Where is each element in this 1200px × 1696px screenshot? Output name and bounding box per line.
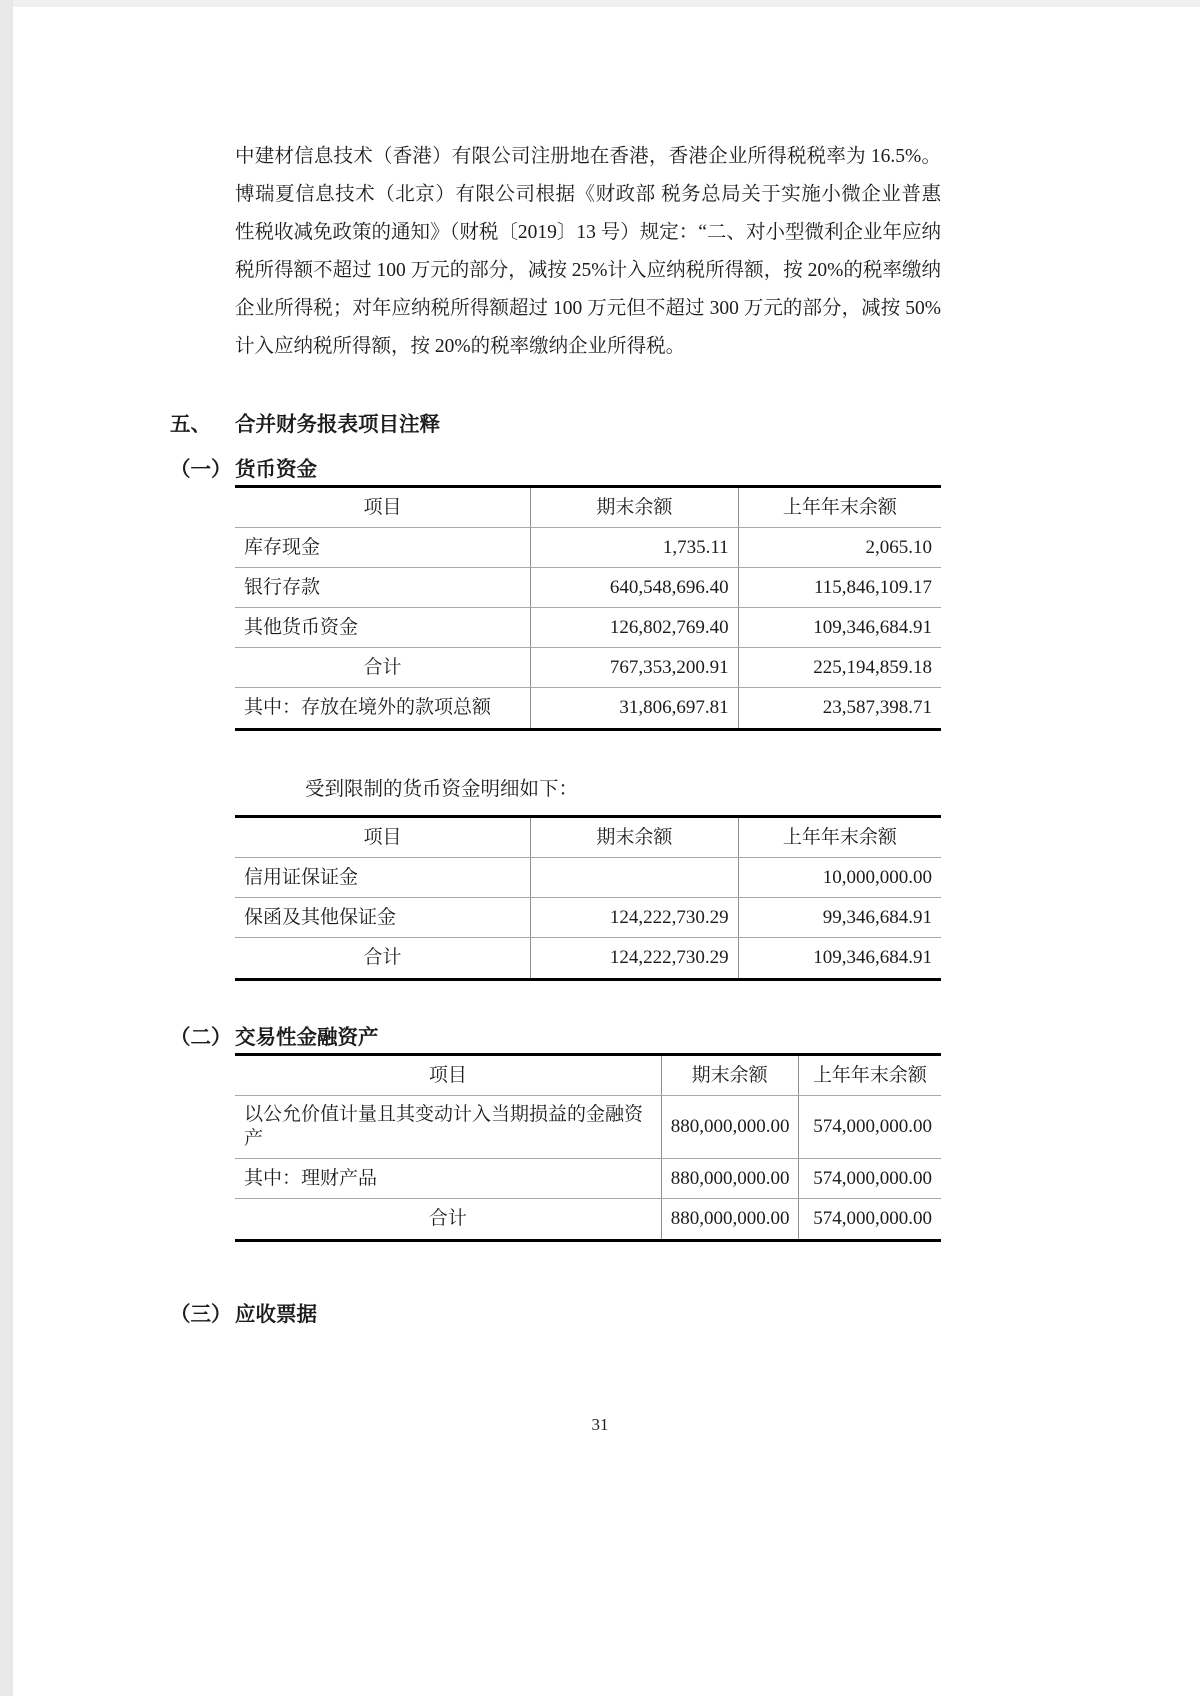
column-header-ending-balance: 期末余额 [530, 818, 738, 857]
page-number: 31 [591, 1415, 609, 1434]
ending-balance-value: 31,806,697.81 [530, 688, 738, 728]
table-row [235, 648, 941, 688]
subsection-three-heading [170, 1300, 942, 1330]
ending-balance-value: 767,353,200.91 [530, 648, 738, 687]
row-label: 合计 [428, 1208, 467, 1229]
row-label: 其他货币资金 [244, 616, 359, 638]
column-header-item: 项目 [363, 826, 402, 848]
prior-year-balance-value: 23,587,398.71 [738, 688, 941, 728]
table-row [235, 528, 941, 568]
prior-year-balance-value: 574,000,000.00 [798, 1096, 941, 1158]
monetary-funds-table [235, 485, 941, 731]
subsection-one-title: 货币资金 [235, 459, 317, 481]
table-header-row [235, 488, 941, 528]
subsection-one-heading [170, 455, 942, 485]
column-header-prior-year-balance: 上年年末余额 [798, 1056, 941, 1095]
ending-balance-value: 880,000,000.00 [661, 1199, 799, 1239]
prior-year-balance-value: 109,346,684.91 [738, 938, 941, 978]
document-page [170, 0, 942, 1330]
table-row [235, 1199, 941, 1239]
table-row [235, 938, 941, 978]
ending-balance-value [530, 858, 738, 897]
restricted-funds-note: 受到限制的货币资金明细如下： [305, 779, 579, 800]
row-label: 信用证保证金 [244, 866, 359, 888]
prior-year-balance-value: 115,846,109.17 [738, 568, 941, 607]
ending-balance-value: 124,222,730.29 [530, 898, 738, 937]
column-header-item: 项目 [428, 1064, 467, 1086]
column-header-ending-balance: 期末余额 [530, 488, 738, 527]
intro-paragraph: 中建材信息技术（香港）有限公司注册地在香港，香港企业所得税税率为 16.5%。博瑞夏信息技术（北京）有限公司根据《财政部 税务总局关于实施小微企业普惠性税收减免政策的通知》（财税〔2019〕13 号）规定：“二、对小型微利企业年应纳税所得额不超过 100 万元的部分，减按 25%计入应纳税所得额，按 20%的税率缴纳企业所得税；对年应纳税所得额超过 100 万元但不超过 300 万元的部分，减按 50%计入应纳税所得额，按 20%的税率缴纳企业所得税。 [235, 146, 941, 357]
column-header-ending-balance: 期末余额 [661, 1056, 798, 1095]
row-label: 其中：存放在境外的款项总额 [244, 697, 492, 718]
row-label: 库存现金 [244, 536, 321, 558]
table-row [235, 688, 941, 728]
row-label: 以公允价值计量且其变动计入当期损益的金融资产 [244, 1104, 644, 1149]
ending-balance-value: 124,222,730.29 [530, 938, 738, 978]
prior-year-balance-value: 99,346,684.91 [738, 898, 941, 937]
ending-balance-value: 126,802,769.40 [530, 608, 738, 647]
ending-balance-value: 880,000,000.00 [661, 1159, 799, 1198]
section-five-title: 合并财务报表项目注释 [235, 414, 440, 436]
section-five-numeral: 五、 [170, 414, 211, 436]
table-row [235, 858, 941, 898]
table-row [235, 608, 941, 648]
table-row [235, 568, 941, 608]
prior-year-balance-value: 574,000,000.00 [798, 1159, 941, 1198]
table-row [235, 898, 941, 938]
subsection-one-numeral: （一） [170, 459, 232, 481]
table-header-row [235, 818, 941, 858]
row-label: 银行存款 [244, 576, 321, 598]
subsection-two-title: 交易性金融资产 [235, 1027, 379, 1049]
restricted-funds-table [235, 815, 941, 981]
prior-year-balance-value: 10,000,000.00 [738, 858, 941, 897]
row-label: 合计 [363, 656, 402, 678]
ending-balance-value: 880,000,000.00 [661, 1096, 799, 1158]
row-label: 合计 [363, 947, 402, 968]
column-header-item: 项目 [363, 496, 402, 518]
prior-year-balance-value: 574,000,000.00 [798, 1199, 941, 1239]
prior-year-balance-value: 225,194,859.18 [738, 648, 941, 687]
row-label: 其中：理财产品 [244, 1167, 378, 1189]
subsection-three-numeral: （三） [170, 1304, 232, 1326]
column-header-prior-year-balance: 上年年末余额 [738, 818, 941, 857]
subsection-two-heading [170, 1023, 942, 1053]
scan-edge-left [0, 0, 13, 1696]
table-row [235, 1096, 941, 1159]
subsection-three-title: 应收票据 [235, 1304, 317, 1326]
ending-balance-value: 640,548,696.40 [530, 568, 738, 607]
table-row [235, 1159, 941, 1199]
prior-year-balance-value: 109,346,684.91 [738, 608, 941, 647]
row-label: 保函及其他保证金 [244, 906, 397, 928]
prior-year-balance-value: 2,065.10 [738, 528, 941, 567]
ending-balance-value: 1,735.11 [530, 528, 738, 567]
section-five-heading [170, 410, 942, 440]
trading-financial-assets-table [235, 1053, 941, 1242]
table-header-row [235, 1056, 941, 1096]
subsection-two-numeral: （二） [170, 1027, 232, 1049]
column-header-prior-year-balance: 上年年末余额 [738, 488, 941, 527]
